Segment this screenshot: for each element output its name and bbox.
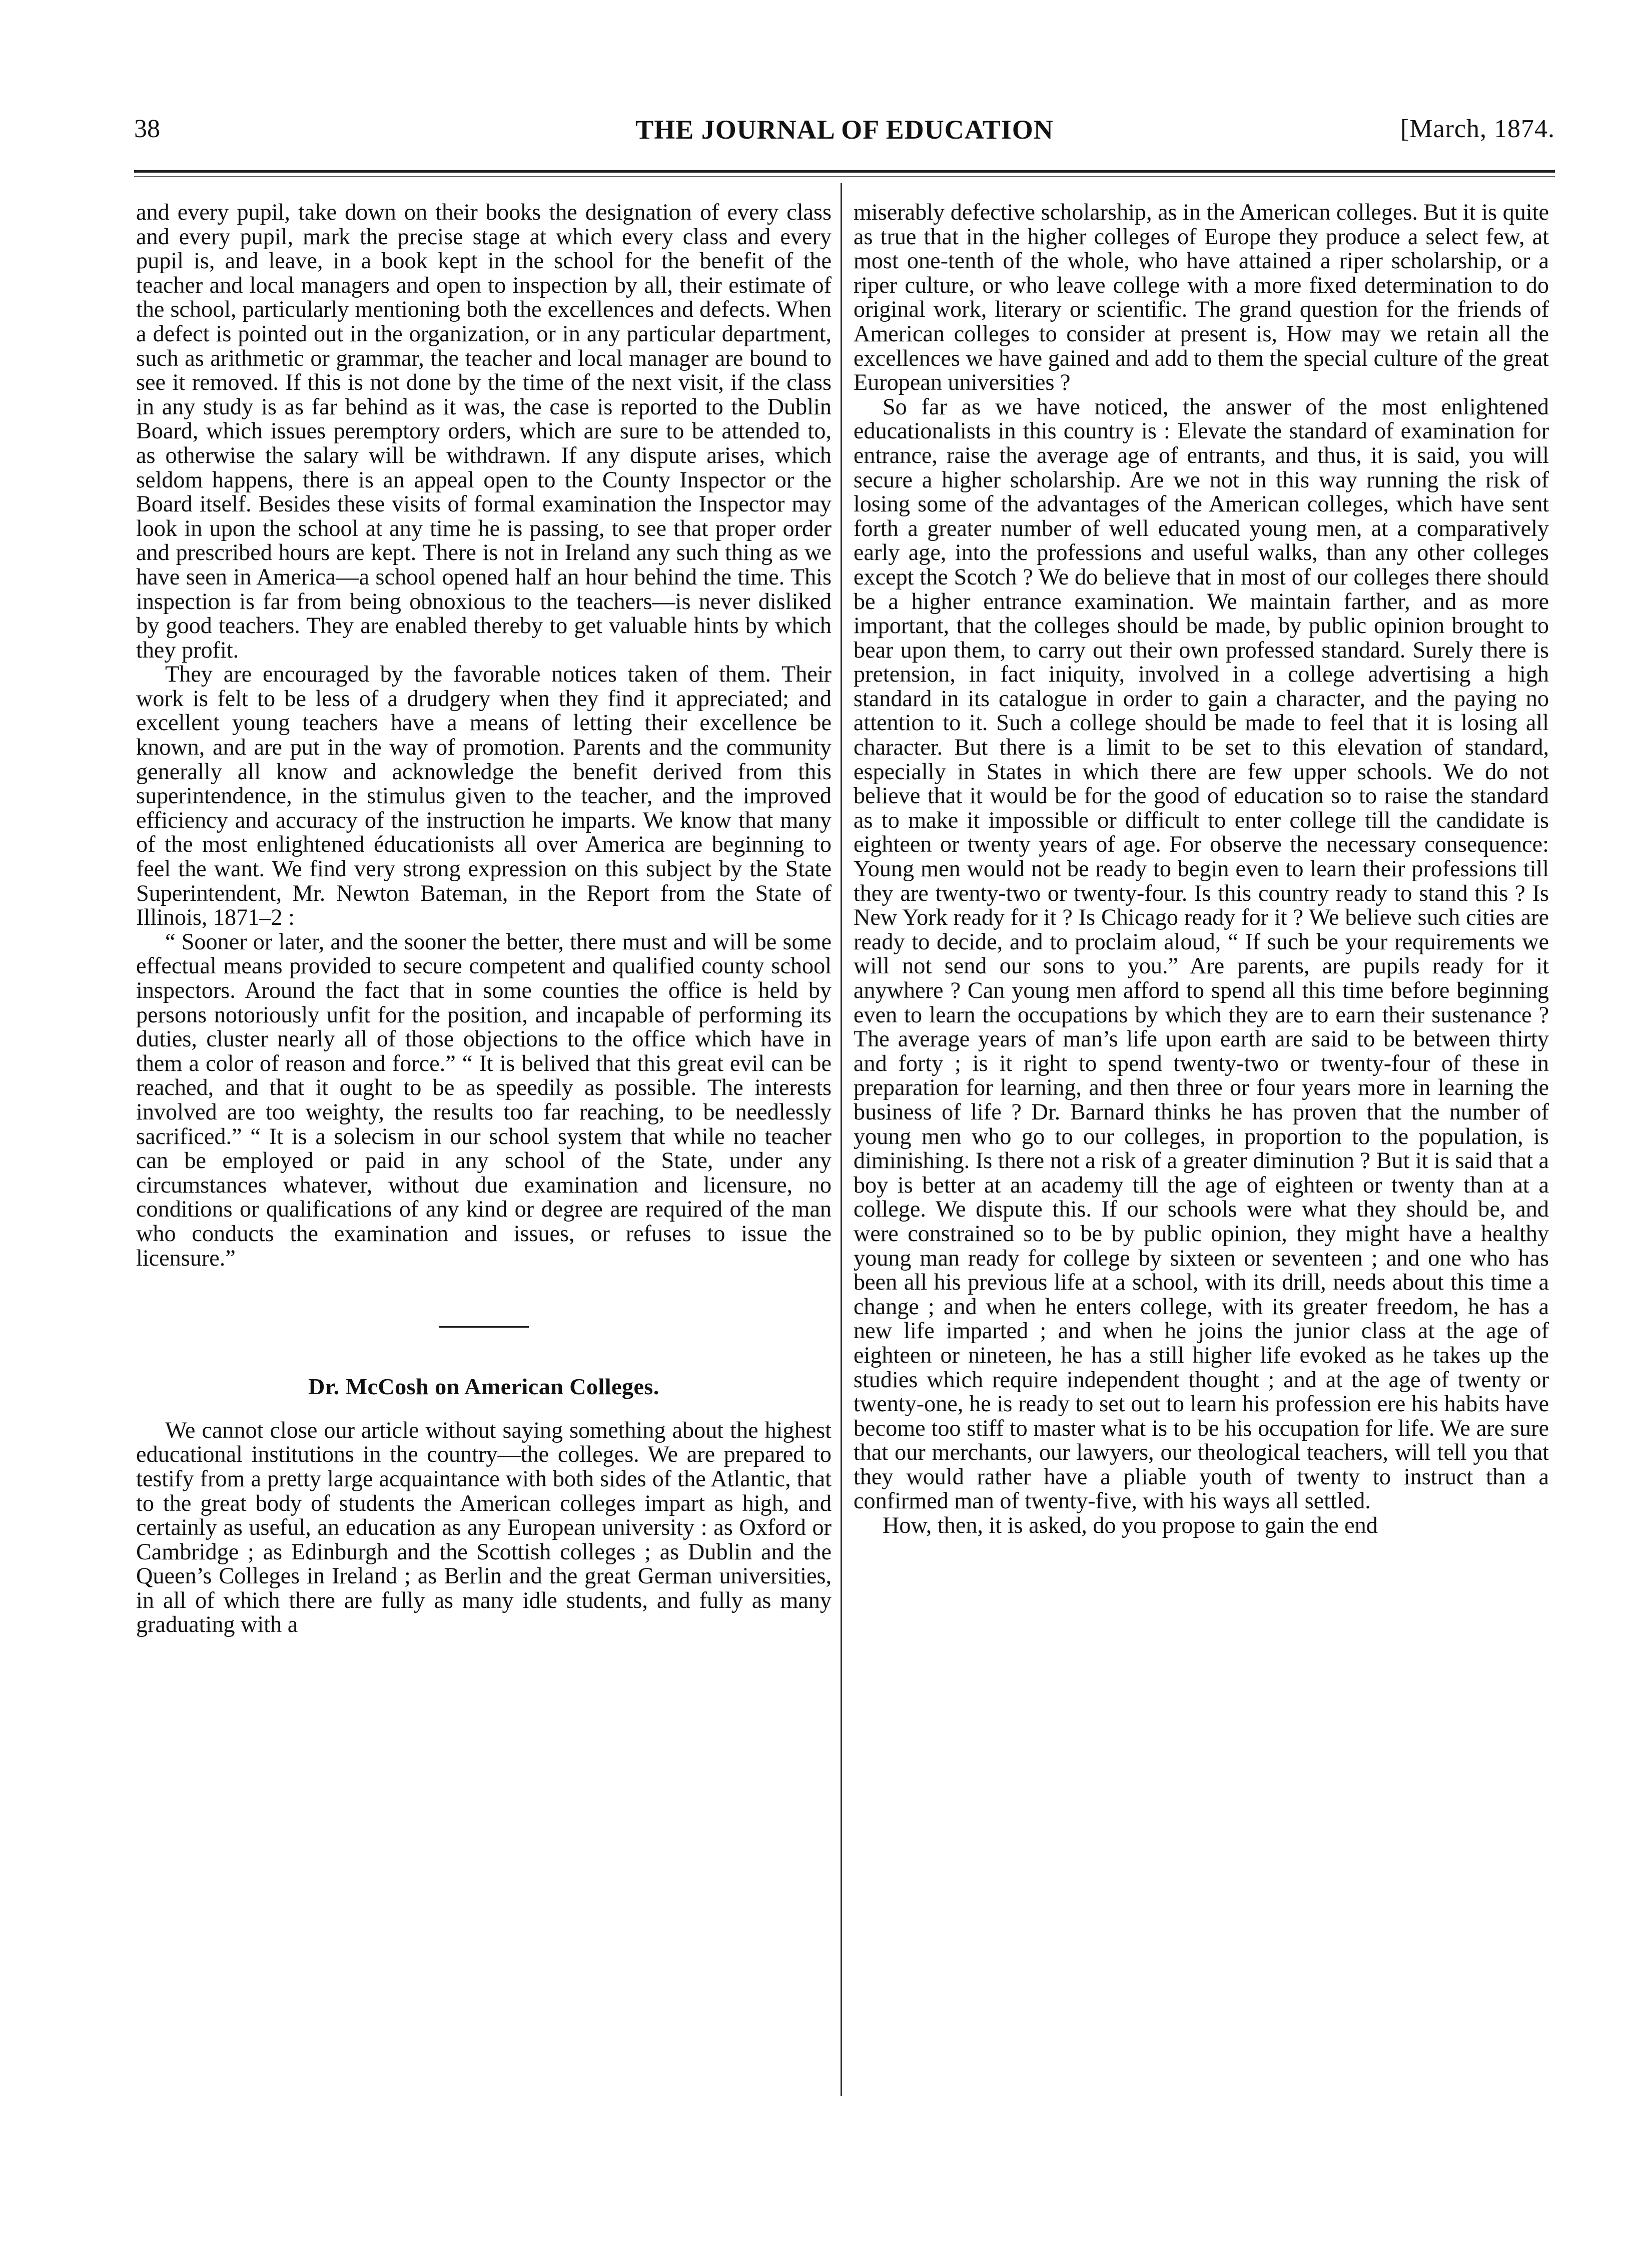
paragraph: We cannot close our article without saying something about the highest educational institutions in the country—the colleges. We are prepared to testify from a pretty large acquaintance with both sides of the Atlantic, that to the great body of students the American colleges impart as high, and certainly as useful, an education as any European university : as Oxford or Cambridge ; as Edinburgh and the Scottish colleges ; as Dublin and the Queen’s Colleges in Ireland ; as Berlin and the great German universities, in all of which there are fully as many idle students, and fully as many graduating with a	[136, 1417, 832, 1637]
page-header	[134, 114, 1555, 149]
paragraph: So far as we have noticed, the answer of the most enlightened educationalists in this country is : Elevate the standard of examination for entrance, raise the average age of entrants, and thus, it is said, you will secure a higher scholarship. Are we not in this way running the risk of losing some of the advantages of the American colleges, which have sent forth a greater number of well educated young men, at a comparatively early age, into the professions and useful walks, than any other colleges except the Scotch ? We do believe that in most of our colleges there should be a higher entrance examination. We maintain farther, and as more important, that the colleges should be made, by public opinion brought to bear upon them, to carry out their own professed standard. Surely there is pretension, in fact iniquity, involved in a college advertising a high standard in its catalogue in order to gain a character, and the paying no attention to it. Such a college should be made to feel that it is losing all character. But there is a limit to be set to this elevation of standard, especially in States in which there are few upper schools. We do not believe that it would be for the good of education so to raise the standard as to make it impossible or difficult to enter college till the candidate is eighteen or twenty years of age. For observe the necessary consequence: Young men would not be ready to begin even to learn their professions till they are twenty-two or twenty-four. Is this country ready to stand this ? Is New York ready for it ? Is Chicago ready for it ? We believe such cities are ready to decide, and to proclaim aloud, “ If such be your requirements we will not send our sons to you.” Are parents, are pupils ready for it anywhere ? Can young men afford to spend all this time before beginning even to learn the occupations by which they are to earn their sustenance ? The average years of man’s life upon earth are said to be between thirty and forty ; is it right to spend twenty-two or twenty-four of these in preparation for learning, and then three or four years more in learning the business of life ? Dr. Barnard thinks he has proven that the number of young men who go to our colleges, in proportion to the population, is diminishing. Is there not a risk of a greater diminution ? But it is said that a boy is better at an academy till the age of eighteen or twenty than at a college. We dispute this. If our schools were what they should be, and were constrained so to be by public opinion, they might have a healthy young man ready for college by sixteen or seventeen ; and one who has been all his previous life at a school, with its drill, needs about this time a change ; and when he enters college, with its greater freedom, he has a new life imparted ; and when he joins the junior class at the age of eighteen or nineteen, he has a still higher life evoked as he takes up the studies which require independent thought ; and at the age of twenty or twenty-one, he is ready to set out to learn his profession ere his habits have become too stiff to master what is to be his occupation for life. We are sure that our merchants, our lawyers, our theological teachers, will tell you that they would rather have a pliable youth of twenty to instruct than a confirmed man of twenty-five, with his ways all settled.	[854, 393, 1549, 1514]
right-column	[854, 200, 1549, 1538]
column-divider	[841, 183, 842, 2096]
header-rule	[134, 170, 1555, 173]
paragraph: They are encouraged by the favorable notices taken of them. Their work is felt to be less of a drudgery when they find it appreciated; and excellent young teachers have a means of letting their excellence be known, and are put in the way of promotion. Parents and the community generally all know and acknowledge the benefit derived from this superintendence, in the stimulus given to the teacher, and the improved efficiency and accuracy of the instruction he imparts. We know that many of the most enlightened éducationists all over America are beginning to feel the want. We find very strong expression on this subject by the State Superintendent, Mr. Newton Bateman, in the Report from the State of Illinois, 1871–2 :	[136, 661, 832, 930]
quoted-paragraph: “ Sooner or later, and the sooner the better, there must and will be some effectual means provided to secure competent and qualified county school inspectors. Around the fact that in some counties the office is held by persons notoriously unfit for the position, and incapable of performing its duties, cluster nearly all of those objections to the office which have in them a color of reason and force.” “ It is belived that this great evil can be reached, and that it ought to be as speedily as possible. The interests involved are too weighty, the results too far reaching, to be needlessly sacrificed.” “ It is a solecism in our school system that while no teacher can be employed or paid in any school of the State, under any circumstances whatever, without due examination and licensure, no conditions or qualifications of any kind or degree are required of the man who conducts the examination and issues, or refuses to issue the licensure.”	[136, 928, 832, 1271]
paragraph: How, then, it is asked, do you propose to gain the end	[883, 1512, 1378, 1538]
paragraph: and every pupil, take down on their books the designation of every class and every pupil, mark the precise stage at which every class and every pupil is, and leave, in a book kept in the school for the benefit of the teacher and local managers and open to inspection by all, their estimate of the school, particularly mentioning both the excellences and defects. When a defect is pointed out in the organization, or in any particular department, such as arithmetic or grammar, the teacher and local manager are bound to see it removed. If this is not done by the time of the next visit, if the class in any study is as far behind as it was, the case is reported to the Dublin Board, which issues peremptory orders, which are sure to be attended to, as otherwise the salary will be withdrawn. If any dispute arises, which seldom happens, there is an appeal open to the County Inspector or the Board itself. Besides these visits of formal examination the Inspector may look in upon the school at any time he is passing, to see that proper order and prescribed hours are kept. There is not in Ireland any such thing as we have seen in America—a school opened half an hour behind the time. This inspection is far from being obnoxious to the teachers—is never disliked by good teachers. They are enabled thereby to get valuable hints by which they profit.	[136, 199, 832, 663]
section-separator	[439, 1326, 529, 1328]
header-rule-thin	[134, 176, 1555, 177]
left-column	[136, 200, 832, 1637]
page-number: 38	[134, 115, 160, 143]
journal-title: THE JOURNAL OF EDUCATION	[635, 115, 1054, 145]
paragraph: miserably defective scholarship, as in the American colleges. But it is quite as true that in the higher colleges of Europe they produce a select few, at most one-tenth of the whole, who have attained a riper scholarship, or a riper culture, or who leave college with a more fixed determination to do original work, literary or scientific. The grand question for the friends of American colleges to consider at present is, How may we retain all the excellences we have gained and add to them the special culture of the great European universities ?	[854, 199, 1549, 395]
section-heading: Dr. McCosh on American Colleges.	[308, 1374, 659, 1400]
issue-date: [March, 1874.	[1400, 115, 1555, 143]
